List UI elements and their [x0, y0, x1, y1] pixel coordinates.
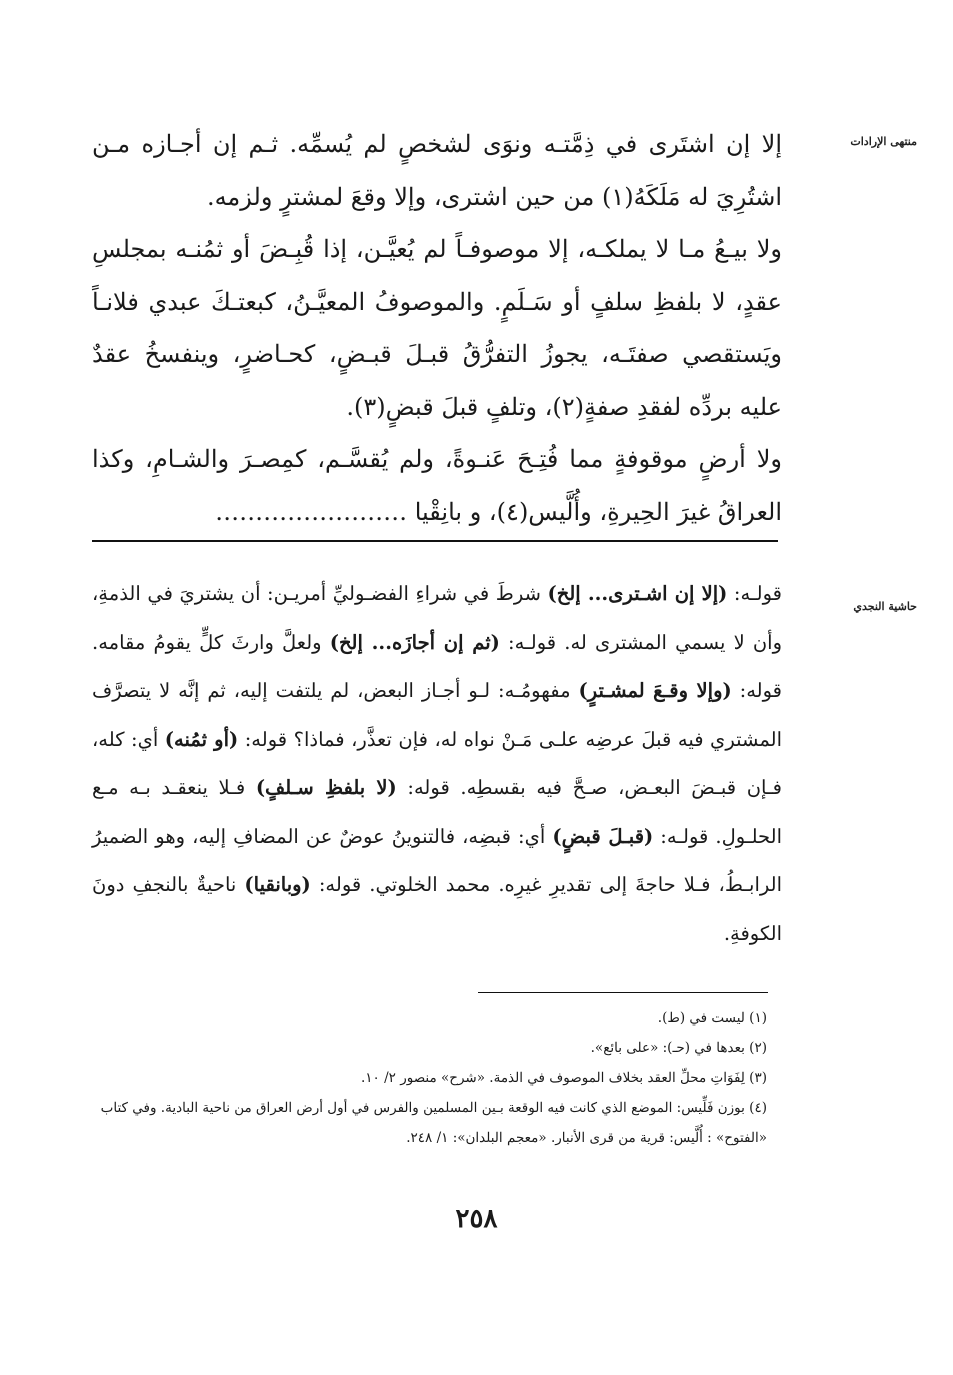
commentary-text: قولـه:	[727, 582, 782, 605]
commentary-text: ناحيةٌ بالنجفِ دونَ الكوفةِ.	[92, 873, 782, 945]
commentary-text: شرطَ في شراءِ الفضـوليِّ أمريـن: أن يشتريَ في الذمةِ، وأن لا يسمي المشترى له. قولـه:	[92, 582, 782, 654]
commentary-text: ولعلَّ وارثَ كلٍّ يقومُ مقامه. قوله:	[92, 630, 782, 702]
quoted-phrase: (لا بلفظِ سـلفٍ)	[255, 776, 397, 799]
footnote-item: (٢) بعدها في (حـ): «على بائع».	[590, 1040, 767, 1056]
footnote-item: (١) ليست في (ط).	[657, 1010, 767, 1026]
quoted-phrase: (إلا إن اشـترى... إلخ)	[547, 582, 728, 605]
quoted-phrase: (ثم إن أجازَه... إلخ)	[329, 630, 500, 654]
side-label-main-text: منتهى الإرادات	[850, 135, 917, 148]
quoted-phrase: (قبـلَ قبضٍ)	[552, 824, 654, 848]
page-number: ٢٥٨	[455, 1204, 498, 1234]
commentary-text: فـلا ينعقـد بـه مـع الحلـولِ. قولـه:	[92, 776, 782, 848]
quoted-phrase: (وبانقيا)	[244, 873, 311, 896]
trailing-dots: ……………………	[215, 497, 408, 526]
footnotes-list	[95, 1003, 767, 1153]
main-paragraph-text: ولا أرضٍ موقوفةٍ مما فُتِـحَ عَنـوةً، ولم يُقسَّـم، كمِصـرَ والشـامِ، وكذا العراقُ غيرَ الحِيرةِ، وأُلَّيس(٤)، و بانِقْيا	[92, 445, 782, 526]
commentary-text: أي: كله، فـإن قبـضَ البعـض، صـحَّ فيه بقسطِه. قوله:	[92, 727, 782, 799]
footnote-item: (٤) بوزن فَلِّيس: الموضع الذي كانت فيه الوقعة بـين المسلمين والفرس في أول أرض العراق من ناحية البادية. وفي كتاب «الفتوح» : أُلَّيس: قرية من قرى الأنبار. «معجم البلدان»: ١/ ٢٤٨.	[100, 1100, 767, 1146]
main-text-divider	[92, 540, 778, 542]
main-paragraph	[92, 433, 782, 538]
main-text	[92, 118, 782, 538]
commentary-text: أي: قبضِه، فالتنوينُ عوضٌ عن المضافِ إليه، وهو الضميرُ الرابـطُ، فـلا حاجةَ إلى تقديرِ غيرِه. محمد الخلوتي. قوله:	[92, 824, 783, 896]
main-paragraph: ولا بيـعُ مـا لا يملكـه، إلا موصوفـاً لم يُعيَّـن، إذا قُبِـضَ أو ثمُنـه بمجلسِ عقدٍ، لا بلفظِ سلفٍ أو سَـلَمٍ. والموصوفُ المعيَّـنُ، كبعتـكَ عبدي فلانـاً ويَستقصي صفتَـه، يجوزُ التفرُّقُ قبـلَ قبـضٍ، كحـاضرٍ، وينفسخُ عقدٌ عليه بردِّه لفقدِ صفةٍ(٢)، وتلفٍ قبلَ قبضٍ(٣).	[92, 235, 782, 421]
commentary-text: مفهومُـه: لـو أجـاز البعض، لم يلتفت إليه، ثم إنَّه لا يتصرَّف المشتري فيه قبلَ عرضِه علـى مَـنْ نواه له، فإن تعذَّر، فماذا؟ قوله:	[92, 679, 782, 751]
quoted-phrase: (وإلا وقـعَ لمشـترٍ)	[578, 679, 732, 702]
hashiya-commentary	[92, 570, 782, 958]
footnote-item: (٣) لِفَوَاتِ محلِّ العقد بخلاف الموصوف في الذمة. «شرح» منصور ٢/ ١٠.	[361, 1070, 767, 1086]
main-paragraph: إلا إن اشتَرى في ذِمَّتـه ونوَى لشخصٍ لم يُسمِّه. ثـم إن أجـازه مـن اشتُرِيَ له مَلَكَهُ(١) من حين اشترى، وإلا وقعَ لمشترٍ ولزمه.	[92, 130, 782, 211]
footnote-divider	[478, 992, 768, 993]
quoted-phrase: (أو ثمُنه)	[164, 727, 239, 751]
side-label-hashiya: حاشية النجدي	[853, 600, 917, 613]
